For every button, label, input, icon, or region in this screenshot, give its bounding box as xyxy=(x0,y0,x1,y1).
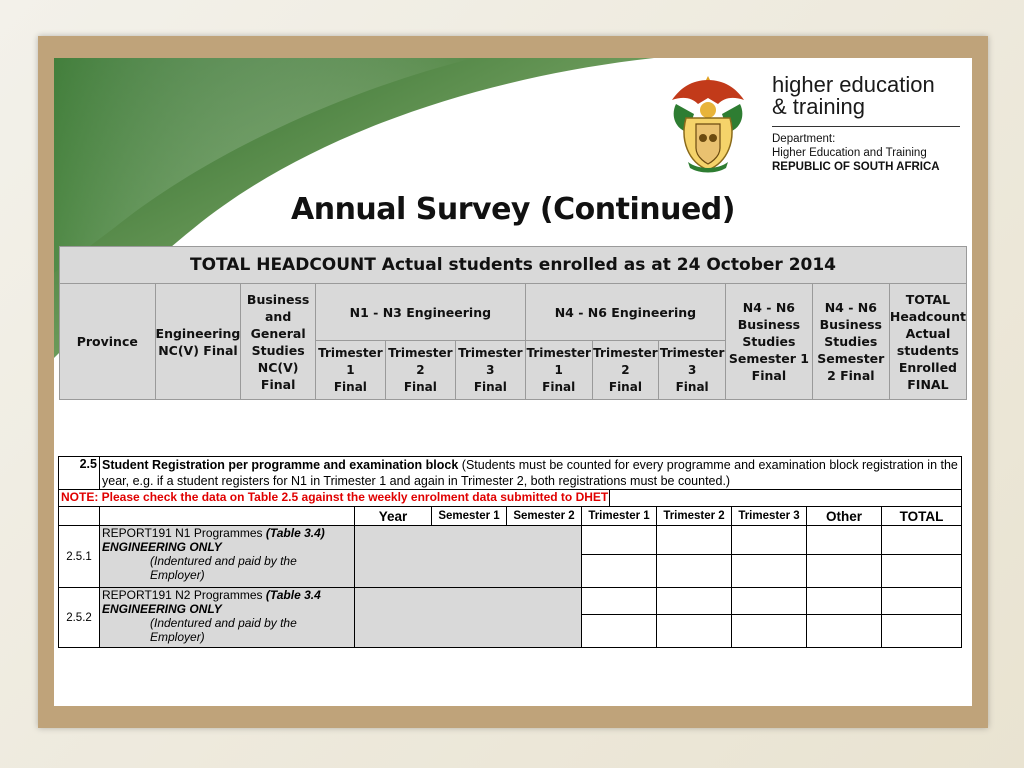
input-cell[interactable] xyxy=(882,615,962,648)
input-cell[interactable] xyxy=(582,588,657,615)
hdr-blank-num xyxy=(59,507,100,526)
row-description xyxy=(100,588,355,648)
tri-label: Trimester xyxy=(458,345,523,360)
brand-line-2: & training xyxy=(772,94,865,119)
col-total-headcount: TOTAL Headcount Actual students Enrolled FINAL xyxy=(889,284,966,400)
brand-line-1: higher education xyxy=(772,72,935,97)
input-cell[interactable] xyxy=(732,555,807,588)
table-row xyxy=(59,526,962,555)
col-n4n6-tri-2 xyxy=(592,341,659,400)
shaded-cell xyxy=(355,526,582,588)
tri-number: 2 xyxy=(416,362,425,377)
hdr-other: Other xyxy=(807,507,882,526)
coat-of-arms-icon xyxy=(666,70,750,178)
hdr-year: Year xyxy=(355,507,432,526)
headcount-table xyxy=(59,246,967,400)
row-line-1: REPORT191 N1 Programmes xyxy=(102,526,266,540)
col-business-s1: N4 - N6 Business Studies Semester 1 Final xyxy=(726,284,813,400)
col-engineering-ncv: Engineering NC(V) Final xyxy=(155,284,241,400)
tri-final: Final xyxy=(333,379,367,394)
row-line-2: ENGINEERING ONLY xyxy=(102,540,222,554)
tri-label: Trimester xyxy=(318,345,383,360)
input-cell[interactable] xyxy=(582,615,657,648)
tri-final: Final xyxy=(608,379,642,394)
input-cell[interactable] xyxy=(732,526,807,555)
headcount-caption: TOTAL HEADCOUNT Actual students enrolled as at 24 October 2014 xyxy=(60,247,967,284)
input-cell[interactable] xyxy=(582,555,657,588)
hdr-trimester-2: Trimester 2 xyxy=(657,507,732,526)
col-business-ncv: Business and General Studies NC(V) Final xyxy=(241,284,316,400)
input-cell[interactable] xyxy=(582,526,657,555)
col-n1n3-tri-3 xyxy=(455,341,525,400)
row-line-1: REPORT191 N2 Programmes xyxy=(102,588,266,602)
col-n4n6-tri-1 xyxy=(525,341,592,400)
tri-final: Final xyxy=(473,379,507,394)
tri-number: 2 xyxy=(621,362,630,377)
note-text: NOTE: Please check the data on Table 2.5 against the weekly enrolment data submitted to DHET xyxy=(61,490,609,505)
input-cell[interactable] xyxy=(732,588,807,615)
input-cell[interactable] xyxy=(807,526,882,555)
hdr-semester-2: Semester 2 xyxy=(507,507,582,526)
tri-final: Final xyxy=(675,379,709,394)
section-title: Student Registration per programme and examination block xyxy=(102,458,459,472)
table-row xyxy=(59,588,962,615)
row-table-ref: (Table 3.4 xyxy=(265,588,321,602)
input-cell[interactable] xyxy=(882,526,962,555)
tri-number: 1 xyxy=(554,362,563,377)
input-cell[interactable] xyxy=(657,526,732,555)
dept-line-1: Department: xyxy=(772,133,836,145)
col-n1n3-tri-1 xyxy=(315,341,385,400)
input-cell[interactable] xyxy=(657,615,732,648)
section-heading xyxy=(100,457,962,490)
hdr-semester-1: Semester 1 xyxy=(432,507,507,526)
hdr-total: TOTAL xyxy=(882,507,962,526)
shaded-cell xyxy=(355,588,582,648)
hdr-trimester-1: Trimester 1 xyxy=(582,507,657,526)
tri-label: Trimester xyxy=(526,345,591,360)
col-n4n6-tri-3 xyxy=(659,341,726,400)
input-cell[interactable] xyxy=(807,615,882,648)
row-line-4: Employer) xyxy=(150,630,205,644)
registration-table-wrapper xyxy=(58,456,962,648)
input-cell[interactable] xyxy=(732,615,807,648)
tri-final: Final xyxy=(403,379,437,394)
section-number: 2.5 xyxy=(59,457,100,490)
row-table-ref: (Table 3.4) xyxy=(265,526,325,540)
tri-number: 3 xyxy=(486,362,495,377)
dept-line-2: Higher Education and Training xyxy=(772,147,927,159)
col-n1n3-tri-2 xyxy=(385,341,455,400)
hdr-trimester-3: Trimester 3 xyxy=(732,507,807,526)
row-line-3: (Indentured and paid by the xyxy=(150,616,297,630)
input-cell[interactable] xyxy=(807,588,882,615)
input-cell[interactable] xyxy=(657,588,732,615)
input-cell[interactable] xyxy=(657,555,732,588)
row-description xyxy=(100,526,355,588)
input-cell[interactable] xyxy=(882,555,962,588)
note-row xyxy=(59,490,962,507)
row-number: 2.5.2 xyxy=(59,588,100,648)
col-group-n4-n6: N4 - N6 Engineering xyxy=(525,284,725,341)
col-group-n1-n3: N1 - N3 Engineering xyxy=(315,284,525,341)
col-province: Province xyxy=(60,284,156,400)
input-cell[interactable] xyxy=(807,555,882,588)
text-cursor xyxy=(609,490,610,506)
department-logo xyxy=(666,70,956,180)
tri-final: Final xyxy=(542,379,576,394)
col-business-s2: N4 - N6 Business Studies Semester 2 Final xyxy=(812,284,889,400)
brand-divider xyxy=(772,126,960,127)
tri-number: 3 xyxy=(687,362,697,377)
registration-table xyxy=(58,456,962,648)
slide xyxy=(54,58,972,706)
tri-label: Trimester xyxy=(659,345,725,360)
brand-name xyxy=(772,74,935,118)
row-line-4: Employer) xyxy=(150,568,205,582)
row-line-3: (Indentured and paid by the xyxy=(150,554,297,568)
row-number: 2.5.1 xyxy=(59,526,100,588)
slide-title: Annual Survey (Continued) xyxy=(291,192,735,227)
department-name xyxy=(772,132,940,174)
dept-line-3: REPUBLIC OF SOUTH AFRICA xyxy=(772,161,940,173)
row-line-2: ENGINEERING ONLY xyxy=(102,602,222,616)
slide-frame xyxy=(38,36,988,728)
hdr-blank-desc xyxy=(100,507,355,526)
tri-number: 1 xyxy=(346,362,355,377)
tri-label: Trimester xyxy=(593,345,658,360)
section-text: (Students must be counted for every programme and examination block registration in the year, e.g. if a student registers for N1 in Trimester 1 and again in Trimester 2, both registrations must be counted.) xyxy=(102,458,958,488)
input-cell[interactable] xyxy=(882,588,962,615)
tri-label: Trimester xyxy=(388,345,453,360)
